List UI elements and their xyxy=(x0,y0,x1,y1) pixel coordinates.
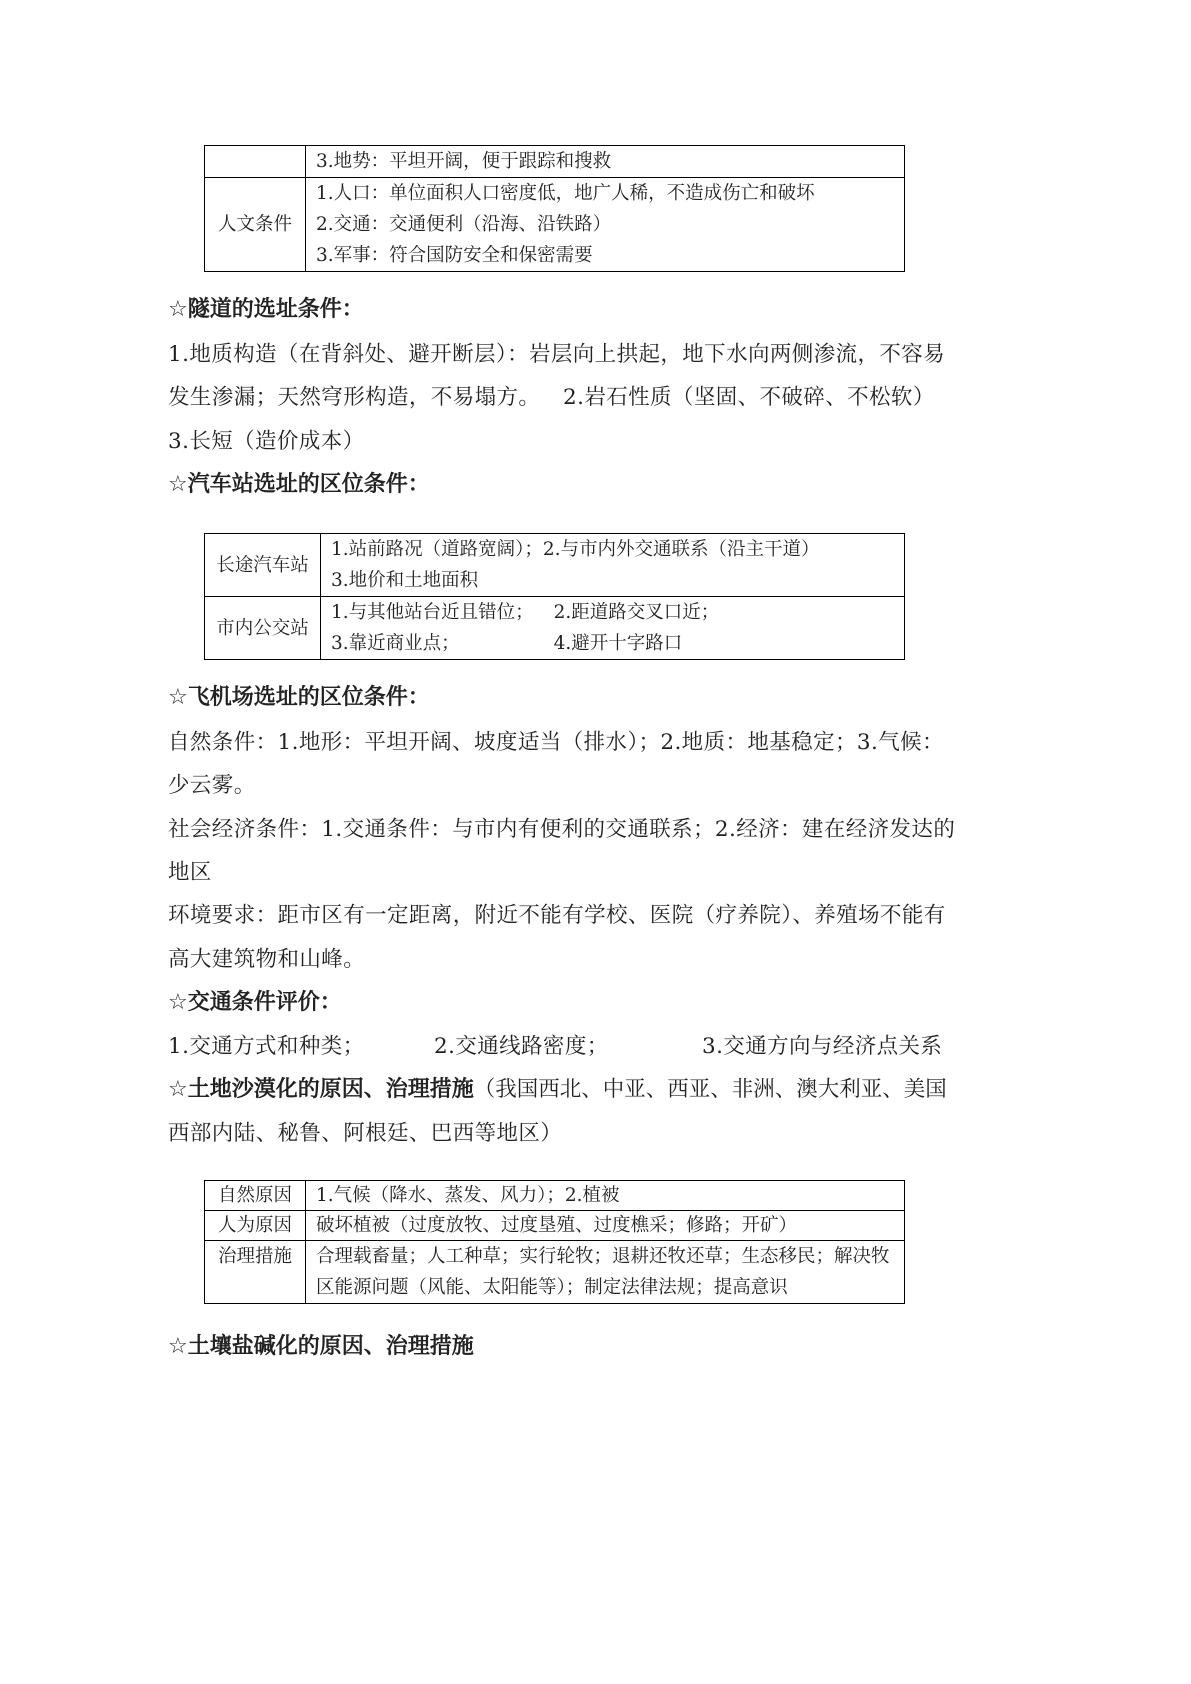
table-cell-label: 市内公交站 xyxy=(205,597,321,660)
table-cell: 1.气候（降水、蒸发、风力）；2.植被 xyxy=(306,1181,905,1211)
paragraph-line: 高大建筑物和山峰。 xyxy=(168,947,366,972)
table-row xyxy=(205,1241,905,1304)
table-cell: 1.站前路况（道路宽阔）；2.与市内外交通联系（沿主干道） 3.地价和土地面积 xyxy=(321,534,905,597)
section-heading-bus-station: ☆汽车站选址的区位条件： xyxy=(168,472,430,497)
table-cell: 破坏植被（过度放牧、过度垦殖、过度樵采；修路；开矿） xyxy=(306,1211,905,1241)
table-cell-label: 长途汽车站 xyxy=(205,534,321,597)
table-cell: 合理载畜量；人工种草；实行轮牧；退耕还牧还草；生态移民；解决牧 区能源问题（风能、太阳能等）；制定法律法规；提高意识 xyxy=(306,1241,905,1304)
list-item: 1.交通方式和种类； xyxy=(168,1034,365,1059)
paragraph-line: 少云雾。 xyxy=(168,773,256,798)
table-cell-label: 人文条件 xyxy=(205,178,306,272)
paragraph-line: 2.岩石性质（坚固、不破碎、不松软） xyxy=(563,385,935,410)
paragraph-line: 3.长短（造价成本） xyxy=(168,429,365,454)
section-heading-tunnel: ☆隧道的选址条件： xyxy=(168,297,364,322)
section-heading-traffic: ☆交通条件评价： xyxy=(168,990,342,1015)
paragraph-line: 环境要求：距市区有一定距离，附近不能有学校、医院（疗养院）、养殖场不能有 xyxy=(168,903,946,928)
list-item: 3.交通方向与经济点关系 xyxy=(702,1034,943,1059)
table-row xyxy=(205,1211,905,1241)
table-cell: 3.地势：平坦开阔，便于跟踪和搜救 xyxy=(306,146,905,178)
natural-human-conditions-table xyxy=(204,145,905,272)
table-cell-label xyxy=(205,146,306,178)
bus-station-table xyxy=(204,533,905,660)
section-heading-salinization: ☆土壤盐碱化的原因、治理措施 xyxy=(168,1334,474,1359)
paragraph-line: 发生渗漏；天然穹形构造，不易塌方。 xyxy=(168,385,541,410)
table-row xyxy=(205,146,905,178)
paragraph-line: 社会经济条件：1.交通条件：与市内有便利的交通联系；2.经济：建在经济发达的 xyxy=(168,817,956,842)
paragraph-line: 西部内陆、秘鲁、阿根廷、巴西等地区） xyxy=(168,1121,563,1146)
table-cell-label: 人为原因 xyxy=(205,1211,306,1241)
heading-note: （我国西北、中亚、西亚、非洲、澳大利亚、美国 xyxy=(473,1077,947,1102)
section-heading-airport: ☆飞机场选址的区位条件： xyxy=(168,685,430,710)
table-cell-label: 治理措施 xyxy=(205,1241,306,1304)
list-item: 2.交通线路密度； xyxy=(434,1034,609,1059)
section-heading-desertification: ☆土地沙漠化的原因、治理措施（我国西北、中亚、西亚、非洲、澳大利亚、美国 xyxy=(168,1077,947,1102)
table-row xyxy=(205,178,905,272)
table-row xyxy=(205,1181,905,1211)
paragraph-line: 地区 xyxy=(168,860,212,885)
paragraph-line: 1.地质构造（在背斜处、避开断层）：岩层向上拱起，地下水向两侧渗流，不容易 xyxy=(168,342,946,367)
table-row xyxy=(205,534,905,597)
desertification-table xyxy=(204,1180,905,1304)
paragraph-line: 自然条件：1.地形：平坦开阔、坡度适当（排水）；2.地质：地基稳定；3.气候： xyxy=(168,730,944,755)
table-cell-label: 自然原因 xyxy=(205,1181,306,1211)
table-cell: 2.距道路交叉口近； 4.避开十字路口 xyxy=(544,597,905,660)
table-cell: 1.人口：单位面积人口密度低，地广人稀，不造成伤亡和破坏 2.交通：交通便利（沿海、沿铁路） 3.军事：符合国防安全和保密需要 xyxy=(306,178,905,272)
table-row xyxy=(205,597,905,660)
table-cell: 1.与其他站台近且错位； 3.靠近商业点； xyxy=(321,597,544,660)
